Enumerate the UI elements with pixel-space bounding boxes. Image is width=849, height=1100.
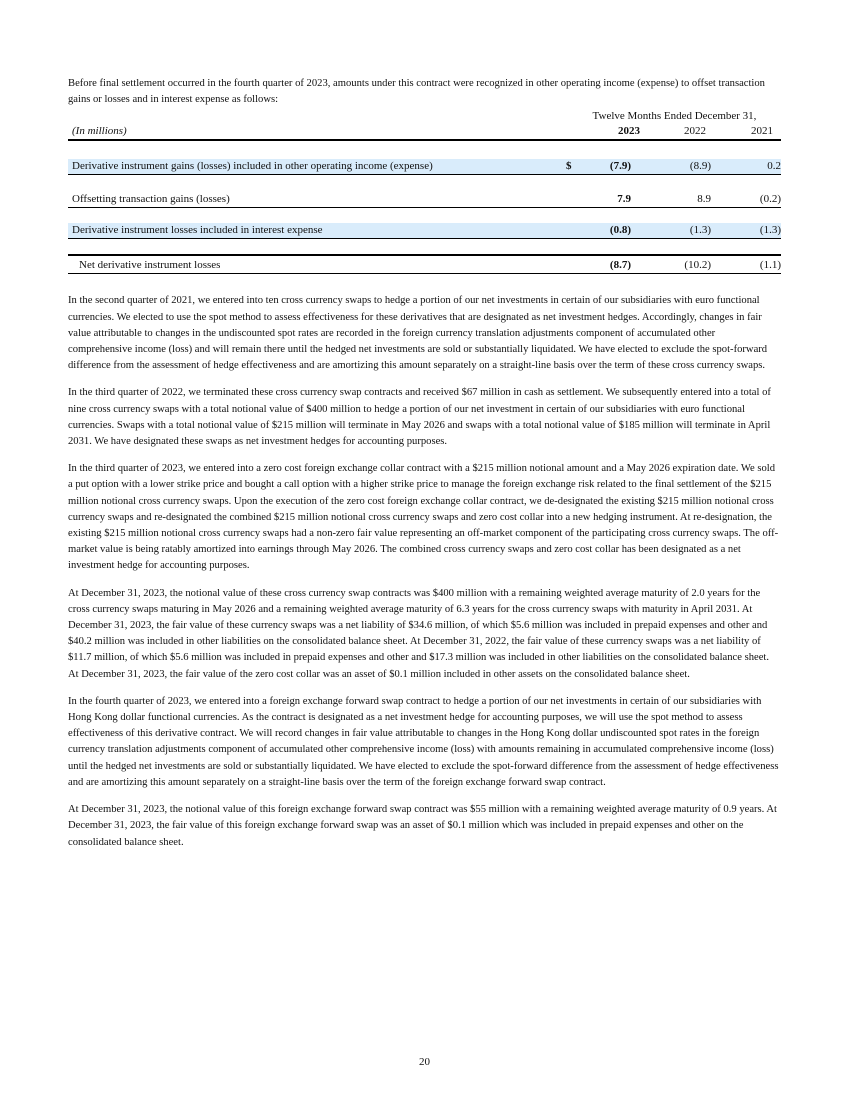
total-top-rule <box>68 254 781 256</box>
paragraph: At December 31, 2023, the notional value of this foreign exchange forward swap contract was $55 million with a remaining weighted average maturity of 0.9 years. At December 31, 2023, the fair value of this foreign exchange forward swap was an asset of $0.1 million which was included in prepaid expenses and other on the consolidated balance sheet. <box>68 804 777 848</box>
cell-2022: (10.2) <box>684 259 711 272</box>
cell-2021: (0.2) <box>759 193 781 206</box>
year-2022-header: 2022 <box>684 125 706 138</box>
period-header: Twelve Months Ended December 31, <box>592 110 757 123</box>
table-row <box>68 159 781 175</box>
cell-2022: 8.9 <box>697 193 711 206</box>
paragraph: In the third quarter of 2023, we entered into a zero cost foreign exchange collar contract with a $215 million notional amount and a May 2026 expiration date. We sold a put option with a lower strike price and bought a call option with a higher strike price to manage the foreign exchange risk related to the final settlement of the $215 million notional cross currency swaps. Upon the execution of the zero cost foreign exchange collar contract, we de-designated the existing $215 million notional cross currency swaps and re-designated the combined $215 million notional cross currency swaps and zero cost collar into a new hedging instrument. At re-designation, the existing $215 million notional cross currency swaps had a non-zero fair value representing an off-market component of the participating cross currency swaps. The off-market value is being ratably amortized into earnings through May 2026. The combined cross currency swaps and zero cost collar has been designated as a net investment hedge for accounting purposes. <box>68 463 779 572</box>
currency-symbol: $ <box>566 160 572 173</box>
cell-2023: 7.9 <box>617 193 631 206</box>
cell-2022: (8.9) <box>689 160 711 173</box>
paragraph: In the fourth quarter of 2023, we entered into a foreign exchange forward swap contract to hedge a portion of our net investments in certain of our subsidiaries with Hong Kong dollar functional currencies. As the contract is designated as a net investment hedge for accounting purposes, we will use the spot method to assess effectiveness of this derivative contract. We will record changes in fair value attributable to changes in the Hong Kong dollar undiscounted spot rates in the foreign currency translation adjustments component of accumulated other comprehensive income (loss) with amounts remaining in accumulated comprehensive income (loss) until the hedged net investments are sold or substantially liquidated. We have elected to exclude the spot-forward difference from the assessment of hedge effectiveness and are amortizing this amount separately on a straight-line basis over the term of the foreign exchange forward swap contract. <box>68 695 779 788</box>
paragraph: In the second quarter of 2021, we entered into ten cross currency swaps to hedge a portion of our net investments in certain of our subsidiaries with euro functional currencies. We elected to use the spot method to assess effectiveness for these derivatives that are designated as net investment hedges. Accordingly, changes in fair value attributable to changes in the undiscounted spot rates are recorded in the foreign currency translation adjustments component of accumulated other comprehensive income (loss) and will remain there until the hedged net investments are sold or substantially liquidated. We have elected to exclude the spot-forward difference from the assessment of hedge effectiveness and are amortizing this amount separately on a straight-line basis over the term of these cross currency swaps. <box>68 295 768 372</box>
year-2021-header: 2021 <box>751 125 773 138</box>
paragraph: In the third quarter of 2022, we terminated these cross currency swap contracts and received $67 million in cash as settlement. We subsequently entered into a total of nine cross currency swaps with a total notional value of $400 million to hedge a portion of our net investment in certain of our subsidiaries with euro functional currencies. Swaps with a total notional value of $215 million will terminate in May 2026 and swaps with a total notional value of $185 million will terminate in April 2031. We have designated these swaps as net investment hedges for accounting purposes. <box>68 387 771 448</box>
cell-2023: (7.9) <box>609 160 631 173</box>
intro-paragraph: Before final settlement occurred in the fourth quarter of 2023, amounts under this contract were recognized in other operating income (expense) to offset transaction gains or losses and in interest expense as follows: <box>68 78 765 106</box>
cell-2022: (1.3) <box>689 224 711 237</box>
cell-2023: (8.7) <box>609 259 631 272</box>
table-row-total <box>68 258 781 274</box>
header-rule <box>68 139 781 141</box>
paragraph: At December 31, 2023, the notional value of these cross currency swap contracts was $400 million with a remaining weighted average maturity of 2.0 years for the cross currency swaps maturing in May 2026 and a remaining weighted average maturity of 6.3 years for the cross currency swaps with maturity in April 2031. At December 31, 2023, the fair value of these currency swaps was a net liability of $34.6 million, of which $5.6 million was included in prepaid expenses and other and $40.2 million was included in other liabilities on the consolidated balance sheet. At December 31, 2022, the fair value of these currency swaps was a net liability of $11.7 million, of which $5.6 million was included in prepaid expenses and other and $17.3 million was included in other liabilities on the consolidated balance sheet. At December 31, 2023, the fair value of the zero cost collar was an asset of $0.1 million included in other assets on the consolidated balance sheet. <box>68 587 769 680</box>
row-label: Derivative instrument losses included in interest expense <box>72 224 323 237</box>
cell-2021: (1.3) <box>759 224 781 237</box>
year-2023-header: 2023 <box>618 125 640 138</box>
row-label: Derivative instrument gains (losses) included in other operating income (expense) <box>72 160 433 173</box>
row-label: Net derivative instrument losses <box>79 259 221 272</box>
table-row <box>68 223 781 239</box>
table-row <box>68 192 781 208</box>
document-page <box>68 76 781 851</box>
cell-2021: 0.2 <box>767 160 781 173</box>
row-label: Offsetting transaction gains (losses) <box>72 193 230 206</box>
cell-2021: (1.1) <box>759 259 781 272</box>
cell-2023: (0.8) <box>609 224 631 237</box>
derivative-table <box>68 65 781 277</box>
units-label: (In millions) <box>72 125 127 138</box>
page-number: 20 <box>419 1056 430 1068</box>
